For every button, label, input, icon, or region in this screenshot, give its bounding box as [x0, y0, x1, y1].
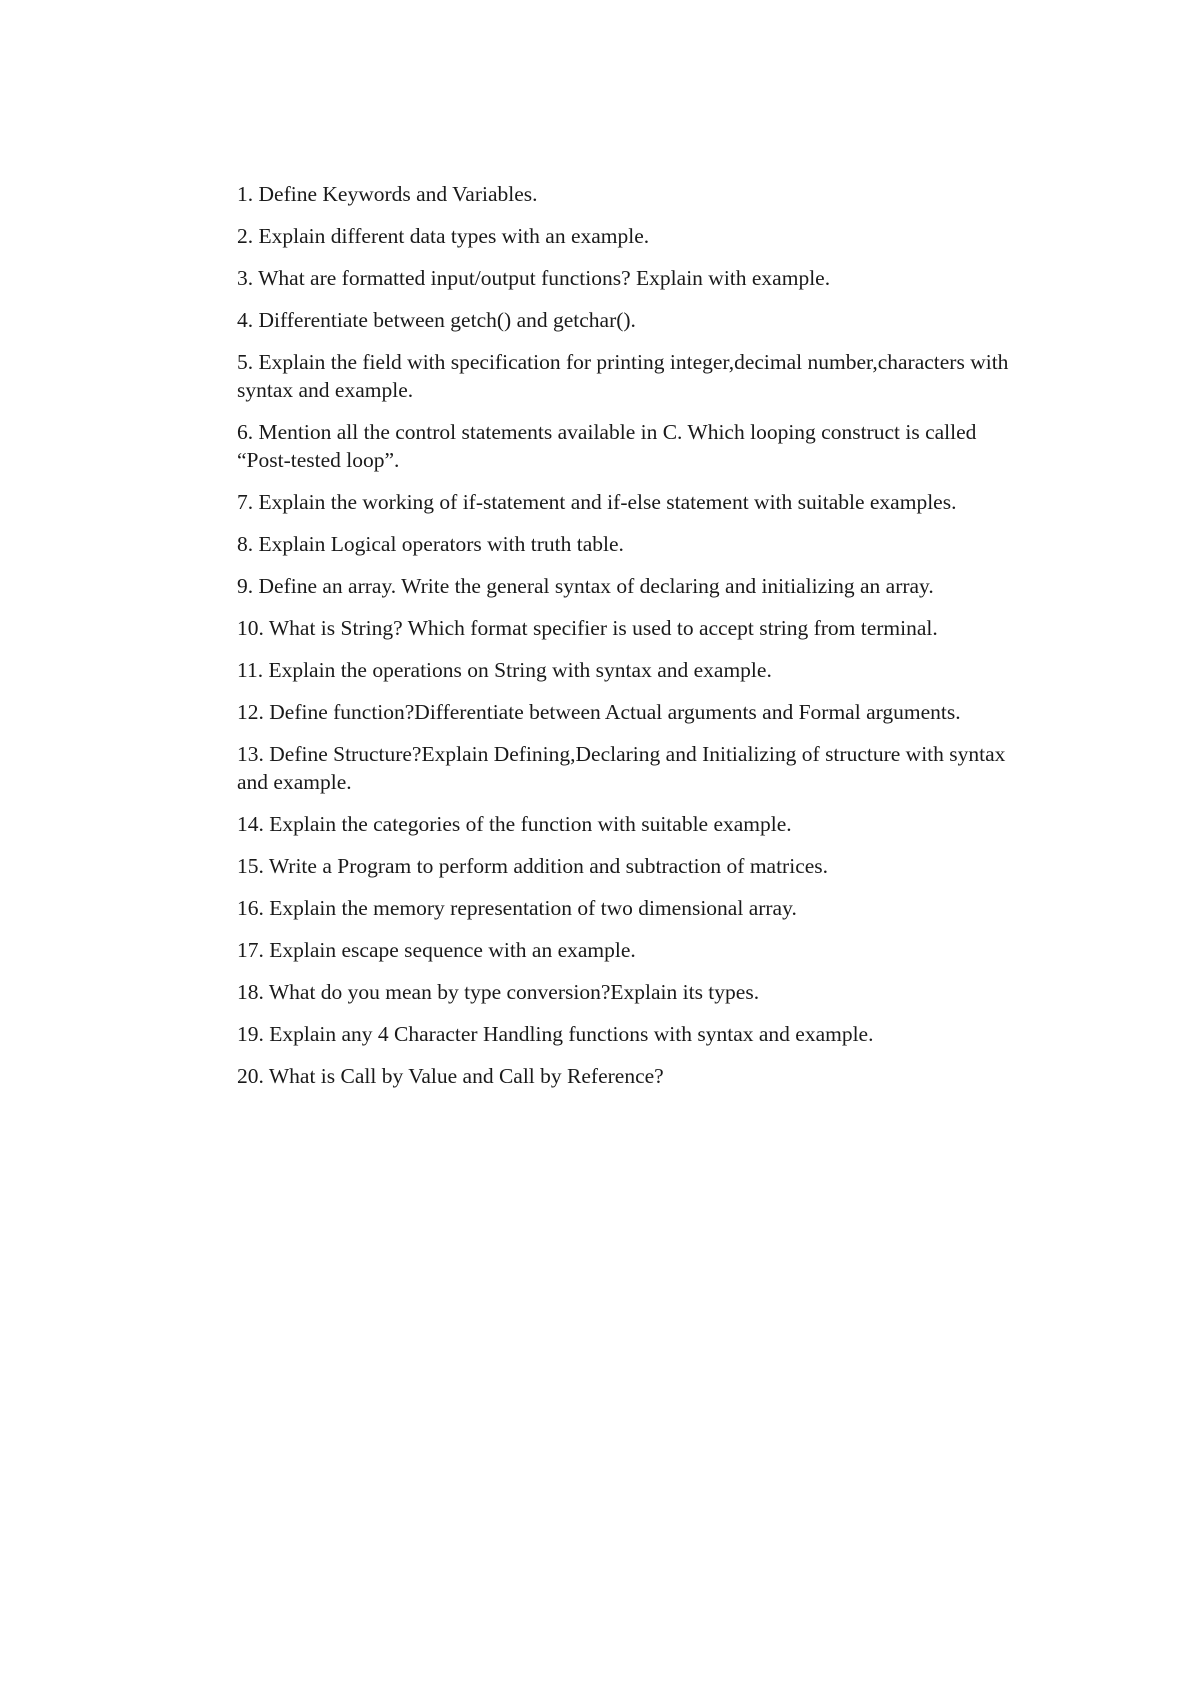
question-item-11: 11. Explain the operations on String with syntax and example.	[237, 658, 772, 682]
question-item-2: 2. Explain different data types with an example.	[237, 224, 650, 248]
question-item-19: 19. Explain any 4 Character Handling functions with syntax and example.	[237, 1022, 874, 1046]
question-item-4: 4. Differentiate between getch() and getchar().	[237, 308, 636, 332]
question-item-10: 10. What is String? Which format specifier is used to accept string from terminal.	[237, 616, 938, 640]
question-item-16: 16. Explain the memory representation of two dimensional array.	[237, 896, 797, 920]
question-item-3: 3. What are formatted input/output functions? Explain with example.	[237, 266, 831, 290]
question-item-17: 17. Explain escape sequence with an example.	[237, 938, 636, 962]
question-item-1: 1. Define Keywords and Variables.	[237, 182, 538, 206]
question-item-15: 15. Write a Program to perform addition and subtraction of matrices.	[237, 854, 829, 878]
question-item-9: 9. Define an array. Write the general syntax of declaring and initializing an array.	[237, 574, 934, 598]
question-item-18: 18. What do you mean by type conversion?Explain its types.	[237, 980, 760, 1004]
question-item-7: 7. Explain the working of if-statement and if-else statement with suitable examples.	[237, 490, 957, 514]
question-item-5: 5. Explain the field with specification for printing integer,decimal number,characters with syntax and example.	[237, 350, 1009, 402]
question-item-8: 8. Explain Logical operators with truth table.	[237, 532, 624, 556]
question-item-14: 14. Explain the categories of the function with suitable example.	[237, 812, 792, 836]
question-item-6: 6. Mention all the control statements available in C. Which looping construct is called “Post-tested loop”.	[237, 420, 977, 472]
question-list	[237, 180, 1017, 1104]
question-item-20: 20. What is Call by Value and Call by Reference?	[237, 1064, 664, 1088]
question-item-12: 12. Define function?Differentiate between Actual arguments and Formal arguments.	[237, 700, 961, 724]
question-item-13: 13. Define Structure?Explain Defining,Declaring and Initializing of structure with syntax and example.	[237, 742, 1006, 794]
